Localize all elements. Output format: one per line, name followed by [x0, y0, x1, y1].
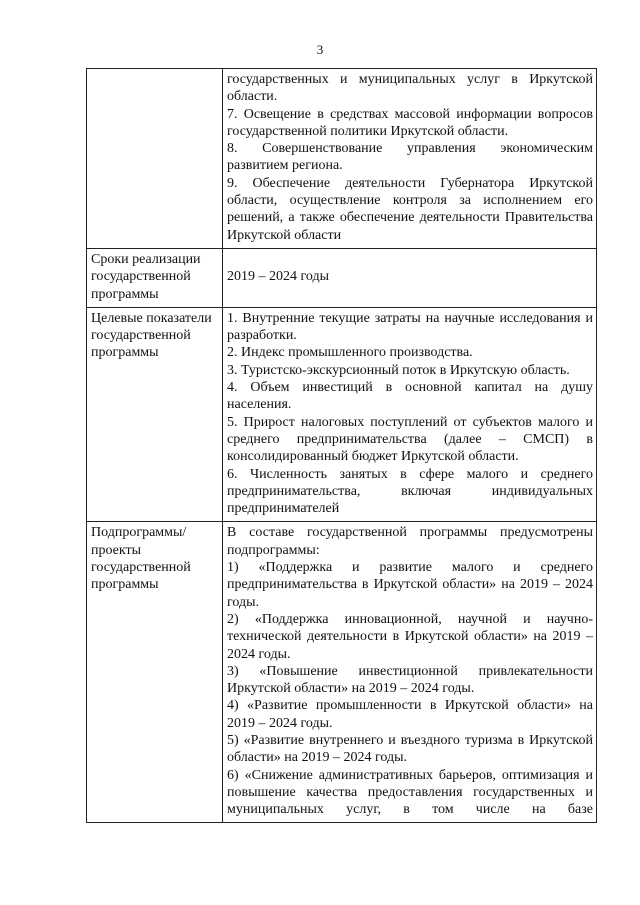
- list-item: государственных и муниципальных услуг в Иркутской области.: [227, 72, 593, 105]
- row-content: [223, 307, 597, 522]
- list-item: В составе государственной программы предусмотрены подпрограммы:: [227, 525, 593, 558]
- list-item: 3) «Повышение инвестиционной привлекательности Иркутской области» на 2019 – 2024 годы.: [227, 663, 593, 697]
- list-item: 1) «Поддержка и развитие малого и среднего предпринимательства в Иркутской области» на 2019 – 2024 годы.: [227, 560, 593, 610]
- list-item: 2019 – 2024 годы: [227, 269, 330, 285]
- list-item: 4. Объем инвестиций в основной капитал на душу населения.: [227, 380, 593, 413]
- list-item: 2. Индекс промышленного производства.: [227, 345, 473, 361]
- list-item: 4) «Развитие промышленности в Иркутской области» на 2019 – 2024 годы.: [227, 698, 593, 731]
- row-content: [223, 522, 597, 823]
- list-item: 9. Обеспечение деятельности Губернатора Иркутской области, осуществление контроля за исполнением его решений, а также обеспечение деятельности Правительства Иркутской области: [227, 175, 593, 243]
- list-item: 7. Освещение в средствах массовой информации вопросов государственной политики Иркутской области.: [227, 106, 593, 139]
- list-item: 8. Совершенствование управления экономическим развитием региона.: [227, 141, 593, 174]
- row-label: [87, 69, 223, 249]
- table-row: [87, 248, 597, 307]
- page-number: 3: [316, 42, 324, 57]
- list-item: 5) «Развитие внутреннего и въездного туризма в Иркутской области» на 2019 – 2024 годы.: [227, 732, 593, 766]
- list-item: 1. Внутренние текущие затраты на научные исследования и разработки.: [227, 310, 593, 344]
- table-row: [87, 307, 597, 522]
- row-content: [223, 69, 597, 249]
- list-item: 6) «Снижение административных барьеров, оптимизация и повышение качества предоставления государственных и муниципальных услуг, в том числе на базе: [227, 767, 593, 818]
- list-item: 2) «Поддержка инновационной, научной и научно-технической деятельности в Иркутской области» на 2019 – 2024 годы.: [227, 611, 593, 662]
- table-row: [87, 522, 597, 823]
- row-label: Подпрограммы/ проекты государственной программы: [87, 522, 223, 823]
- table-row: [87, 69, 597, 249]
- list-item: 6. Численность занятых в сфере малого и среднего предпринимательства, включая индивидуальных предпринимателей: [227, 466, 593, 517]
- row-label: Сроки реализации государственной программы: [87, 248, 223, 307]
- list-item: 3. Туристско-экскурсионный поток в Иркутскую область.: [227, 362, 570, 378]
- row-content: [223, 248, 597, 307]
- program-passport-table: [86, 68, 597, 823]
- list-item: 5. Прирост налоговых поступлений от субъектов малого и среднего предпринимательства (далее – СМСП) в консолидированный бюджет Иркутской области.: [227, 414, 593, 465]
- row-label: Целевые показатели государственной программы: [87, 307, 223, 522]
